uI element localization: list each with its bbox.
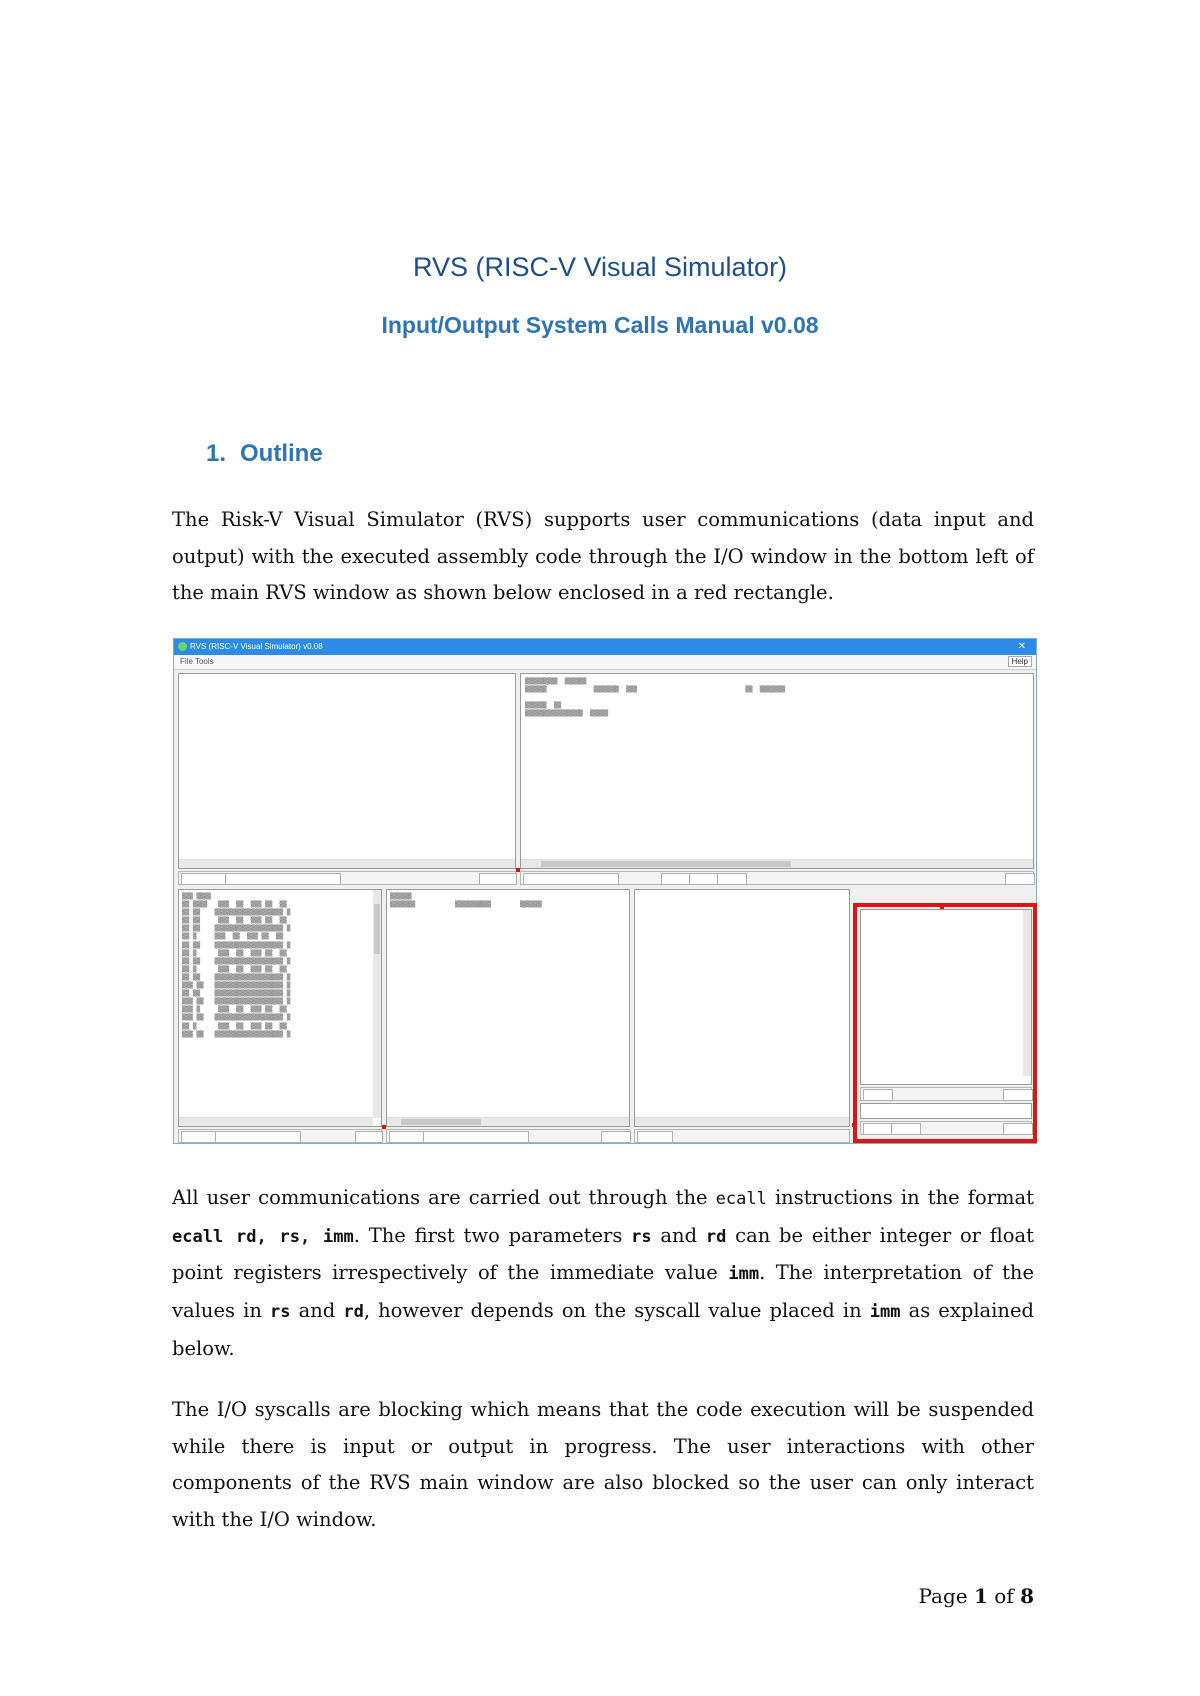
toolbar-box: [637, 1131, 673, 1143]
memory-toolbar: [386, 1129, 630, 1143]
rvs-screenshot-figure: [173, 638, 1037, 1144]
section-heading: [206, 440, 323, 468]
code-format: ecall rd, rs, imm: [172, 1226, 354, 1247]
registers-pane: [178, 889, 382, 1127]
text-run: and: [290, 1299, 344, 1323]
page-number: [919, 1584, 1035, 1608]
output-hscroll: [635, 1117, 849, 1126]
disassembly-text: ▒▒▒▒▒▒▒▒▒ ▒▒▒▒▒▒ ▒▒▒▒▒▒ ▒▒▒▒▒▒▒ ▒▒▒ ▒▒ ▒▒▒▒▒▒▒ ▒▒▒▒▒▒ ▒▒ ▒▒▒▒▒▒▒▒▒▒▒▒▒▒▒▒ ▒▒▒▒▒: [525, 678, 786, 718]
document-title: RVS (RISC-V Visual Simulator): [412, 252, 788, 282]
page-of: of: [987, 1584, 1021, 1608]
registers-vscroll: [373, 890, 381, 1118]
toolbar-box: [215, 1131, 301, 1143]
code-rd: rd: [343, 1302, 364, 1323]
io-window-highlight: [853, 903, 1037, 1143]
text-run: All user communications are carried out through the: [172, 1186, 716, 1209]
code-rs: rs: [269, 1302, 291, 1323]
registers-text: ▒▒▒ ▒▒▒▒ ▒▒ ▒▒▒▒ ▒▒▒ ▒▒ ▒▒▒ ▒▒ ▒▒ ▒▒ ▒▒ ▒▒▒▒▒▒▒▒▒▒▒▒▒▒▒▒▒▒▒ ▒ ▒▒ ▒▒ ▒▒▒ ▒▒ ▒▒▒ ▒▒ ▒▒ ▒▒ ▒▒ ▒▒▒▒▒▒▒▒▒▒▒▒▒▒▒▒▒▒▒ ▒ ▒▒ ▒ ▒▒▒ ▒▒ ▒▒▒ ▒▒ ▒▒ ▒▒ ▒▒ ▒▒▒▒▒▒▒▒▒▒▒▒▒▒▒▒▒▒▒ ▒ ▒▒ ▒ ▒▒▒ ▒▒ ▒▒▒ ▒▒ ▒▒ ▒▒ ▒▒ ▒▒▒▒▒▒▒▒▒▒▒▒▒▒▒▒▒▒▒ ▒ ▒▒ ▒ ▒▒▒ ▒▒ ▒▒▒ ▒▒ ▒▒ ▒▒ ▒▒ ▒▒▒▒▒▒▒▒▒▒▒▒▒▒▒▒▒▒▒ ▒ ▒▒▒ ▒▒ ▒▒▒▒▒▒▒▒▒▒▒▒▒▒▒▒▒▒▒ ▒ ▒▒ ▒▒ ▒▒▒▒▒▒▒▒▒▒▒▒▒▒▒▒▒▒▒ ▒ ▒▒▒ ▒▒ ▒▒▒▒▒▒▒▒▒▒▒▒▒▒▒▒▒▒▒ ▒ ▒▒▒ ▒ ▒▒▒ ▒▒ ▒▒▒ ▒▒ ▒▒ ▒▒▒ ▒▒ ▒▒▒▒▒▒▒▒▒▒▒▒▒▒▒▒▒▒▒ ▒ ▒▒ ▒ ▒▒▒ ▒▒ ▒▒▒ ▒▒ ▒▒ ▒▒▒ ▒▒ ▒▒▒▒▒▒▒▒▒▒▒▒▒▒▒▒▒▒▒ ▒: [182, 893, 291, 1038]
window-title: RVS (RISC-V Visual Simulator) v0.08: [190, 642, 323, 651]
toolbar-box: [225, 873, 341, 885]
output-toolbar: [634, 1129, 850, 1143]
splitter-handle: [516, 868, 520, 872]
menu-items: File Tools: [180, 657, 214, 666]
close-icon: ✕: [1017, 641, 1026, 652]
editor-toolbar: [178, 871, 516, 885]
page-total: 8: [1020, 1584, 1034, 1608]
app-icon: [178, 642, 187, 651]
code-rs: rs: [631, 1226, 652, 1247]
page-current: 1: [973, 1584, 988, 1608]
document-subtitle: Input/Output System Calls Manual v0.08: [381, 312, 819, 338]
memory-text: ▒▒▒▒▒▒ ▒▒▒▒▒▒▒ ▒▒▒▒▒▒▒▒▒▒ ▒▒▒▒▒▒: [390, 893, 542, 909]
toolbar-box: [717, 873, 747, 885]
output-pane: [634, 889, 850, 1127]
registers-toolbar: [178, 1129, 382, 1143]
toolbar-box: [423, 1131, 529, 1143]
disassembly-pane: [520, 673, 1034, 869]
paragraph-intro: The Risk-V Visual Simulator (RVS) supports user communications (data input and output) with the executed assembly code through the I/O window in the bottom left of the main RVS window as shown below enclosed in a red rectangle.: [172, 508, 1034, 605]
toolbar-box: [601, 1131, 631, 1143]
window-titlebar: [174, 639, 1036, 655]
text-run: . The interpretation of the values in: [172, 1261, 1035, 1323]
text-run: instructions in the format: [766, 1186, 1034, 1209]
window-menubar: [174, 655, 1036, 670]
text-run: can be either integer or float point registers irrespectively of the immediate value: [172, 1223, 1034, 1285]
editor-hscroll: [179, 859, 515, 868]
splitter-handle: [382, 1125, 386, 1129]
toolbar-box: [181, 1131, 217, 1143]
memory-hscroll: [387, 1117, 629, 1126]
memory-pane: [386, 889, 630, 1127]
toolbar-box: [523, 873, 619, 885]
code-ecall: ecall: [715, 1189, 767, 1209]
toolbar-box: [389, 1131, 425, 1143]
paragraph-ecall: [172, 1180, 1034, 1368]
text-run: , however depends on the syscall value placed in: [363, 1299, 870, 1323]
section-title: Outline: [240, 440, 323, 467]
toolbar-box: [181, 873, 227, 885]
disassembly-toolbar: [520, 871, 1034, 885]
toolbar-box: [479, 873, 517, 885]
text-run: as explained below.: [172, 1299, 1034, 1360]
text-run: . The first two parameters: [353, 1223, 632, 1247]
section-number: 1.: [206, 440, 227, 467]
text-run: and: [651, 1223, 706, 1247]
code-imm: imm: [728, 1264, 760, 1285]
disasm-hscroll: [521, 859, 1033, 868]
help-button: Help: [1008, 656, 1032, 667]
code-imm: imm: [869, 1302, 901, 1323]
toolbar-box: [661, 873, 691, 885]
paragraph-blocking: The I/O syscalls are blocking which means that the code execution will be suspended while there is input or output in progress. The user interactions with other components of the RVS main window are also blocked so the user can only interact with the I/O window.: [172, 1398, 1034, 1532]
code-rd: rd: [705, 1226, 727, 1247]
toolbar-box: [1005, 873, 1035, 885]
toolbar-box: [689, 873, 719, 885]
registers-hscroll: [179, 1117, 373, 1126]
editor-pane: [178, 673, 516, 869]
toolbar-box: [355, 1131, 383, 1143]
page-label: Page: [918, 1584, 974, 1608]
